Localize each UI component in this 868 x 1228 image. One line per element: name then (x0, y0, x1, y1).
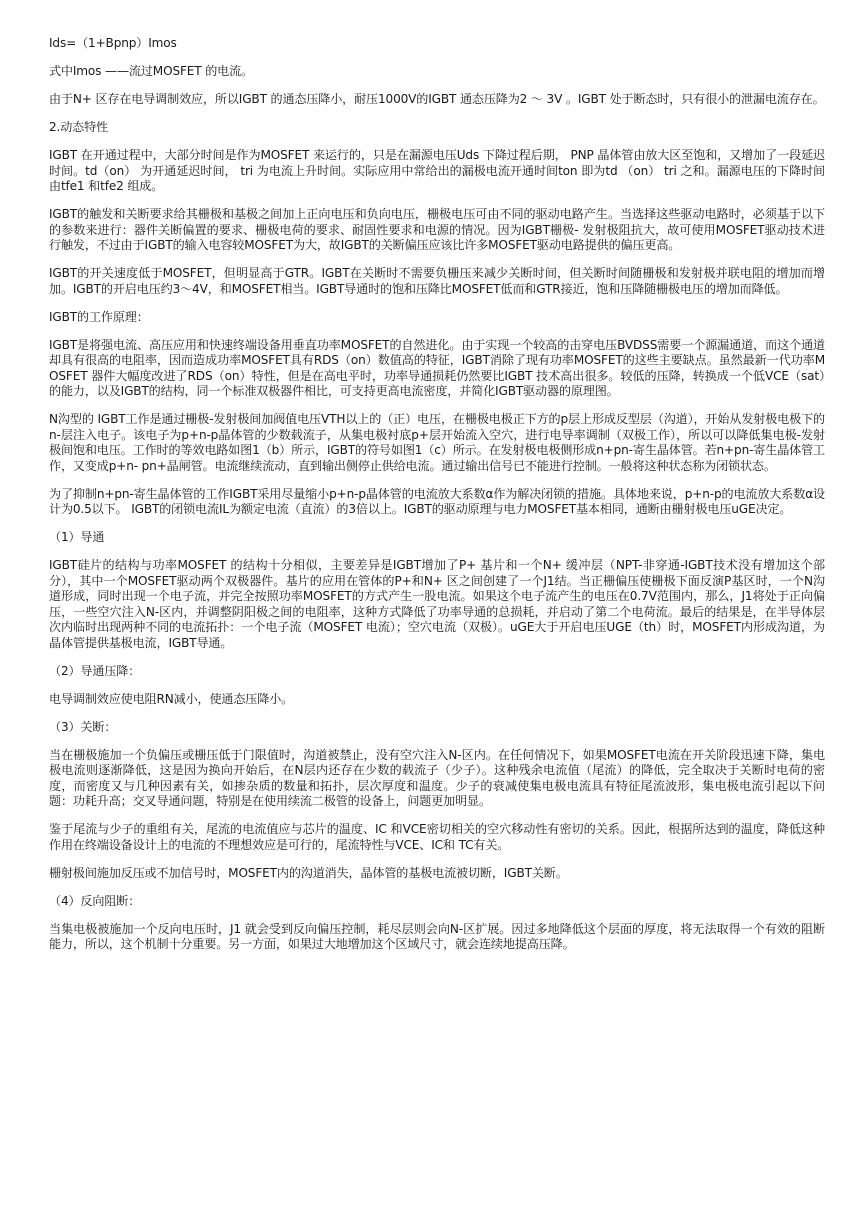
paragraph: 当在栅极施加一个负偏压或栅压低于门限值时，沟道被禁止，没有空穴注入N-区内。在任何情况下，如果MOSFET电流在开关阶段迅速下降，集电极电流则逐渐降低，这是因为换向开始后，在N层内还存在少数的载流子（少子）。这种残余电流值（尾流）的降低，完全取决于关断时电荷的密度，而密度又与几种因素有关，如掺杂质的数量和拓扑，层次厚度和温度。少子的衰减使集电极电流具有特征尾流波形，集电极电流引起以下问题：功耗升高；交叉导通问题，特别是在使用续流二极管的设备上，问题更加明显。 (49, 747, 825, 808)
formula-line: Ids=（1+Bpnp）Imos (49, 36, 177, 50)
subsection-heading: （3）关断： (49, 719, 117, 734)
paragraph: 为了抑制n+pn-寄生晶体管的工作IGBT采用尽量缩小p+n-p晶体管的电流放大系数α作为解决闭锁的措施。具体地来说，p+n-p的电流放大系数α设计为0.5以下。 IGBT的闭锁电流IL为额定电流（直流）的3倍以上。IGBT的驱动原理与电力MOSFET基本相同，通断由栅射极电压uGE决定。 (49, 486, 825, 516)
subsection-heading: （4）反向阻断： (49, 893, 141, 908)
paragraph: N沟型的 IGBT工作是通过栅极-发射极间加阀值电压VTH以上的（正）电压，在栅极电极正下方的p层上形成反型层（沟道），开始从发射极电极下的n-层注入电子。该电子为p+n-p晶体管的少数载流子，从集电极衬底p+层开始流入空穴，进行电导率调制（双极工作），所以可以降低集电极-发射极间饱和电压。工作时的等效电路如图1（b）所示，IGBT的符号如图1（c）所示。在发射极电极侧形成n+pn-寄生晶体管。若n+pn-寄生晶体管工作，又变成p+n- pn+晶闸管。电流继续流动，直到输出侧停止供给电流。通过输出信号已不能进行控制。一般将这种状态称为闭锁状态。 (49, 412, 825, 473)
paragraph: 鉴于尾流与少子的重组有关，尾流的电流值应与芯片的温度、IC 和VCE密切相关的空穴移动性有密切的关系。因此，根据所达到的温度，降低这种作用在终端设备设计上的电流的不理想效应是可行的，尾流特性与VCE、IC和 TC有关。 (49, 822, 825, 852)
subsection-heading: （1）导通 (49, 530, 105, 544)
section-heading: 2.动态特性 (49, 120, 109, 134)
paragraph: 栅射极间施加反压或不加信号时，MOSFET内的沟道消失，晶体管的基极电流被切断，IGBT关断。 (49, 865, 568, 880)
paragraph: 当集电极被施加一个反向电压时，J1 就会受到反向偏压控制，耗尽层则会向N-区扩展。因过多地降低这个层面的厚度，将无法取得一个有效的阻断能力，所以，这个机制十分重要。另一方面，如果过大地增加这个区域尺寸，就会连续地提高压降。 (49, 921, 825, 951)
paragraph: IGBT的触发和关断要求给其栅极和基极之间加上正向电压和负向电压，栅极电压可由不同的驱动电路产生。当选择这些驱动电路时，必须基于以下的参数来进行：器件关断偏置的要求、栅极电荷的要求、耐固性要求和电源的情况。因为IGBT栅极- 发射极阻抗大，故可使用MOSFET驱动技术进行触发，不过由于IGBT的输入电容较MOSFET为大，故IGBT的关断偏压应该比许多MOSFET驱动电路提供的偏压更高。 (49, 207, 825, 252)
paragraph: IGBT是将强电流、高压应用和快速终端设备用垂直功率MOSFET的自然进化。由于实现一个较高的击穿电压BVDSS需要一个源漏通道，而这个通道却具有很高的电阻率，因而造成功率MOSFET具有RDS（on）数值高的特征，IGBT消除了现有功率MOSFET的这些主要缺点。虽然最新一代功率MOSFET 器件大幅度改进了RDS（on）特性，但是在高电平时，功率导通损耗仍然要比IGBT 技术高出很多。较低的压降，转换成一个低VCE（sat）的能力，以及IGBT的结构，同一个标准双极器件相比，可支持更高电流密度，并简化IGBT驱动器的原理图。 (49, 337, 825, 398)
subsection-heading: （2）导通压降： (49, 663, 141, 678)
paragraph: 电导调制效应使电阻RN减小，使通态压降小。 (49, 691, 294, 706)
formula-note: 式中Imos ——流过MOSFET 的电流。 (49, 64, 253, 78)
paragraph: IGBT硅片的结构与功率MOSFET 的结构十分相似，主要差异是IGBT增加了P+ 基片和一个N+ 缓冲层（NPT-非穿通-IGBT技术没有增加这个部分），其中一个MOSFET驱动两个双极器件。基片的应用在管体的P+和N+ 区之间创建了一个J1结。当正栅偏压使栅极下面反演P基区时，一个N沟道形成，同时出现一个电子流，并完全按照功率MOSFET的方式产生一股电流。如果这个电子流产生的电压在0.7V范围内，那么，J1将处于正向偏压，一些空穴注入N-区内，并调整阴阳极之间的电阻率，这种方式降低了功率导通的总损耗，并启动了第二个电荷流。最后的结果是，在半导体层次内临时出现两种不同的电流拓扑：一个电子流（MOSFET 电流）；空穴电流（双极）。uGE大于开启电压UGE（th）时，MOSFET内形成沟道，为晶体管提供基极电流，IGBT导通。 (49, 558, 825, 650)
paragraph: IGBT 在开通过程中，大部分时间是作为MOSFET 来运行的，只是在漏源电压Uds 下降过程后期， PNP 晶体管由放大区至饱和，又增加了一段延迟时间。td（on） 为开通延迟时间， tri 为电流上升时间。实际应用中常给出的漏极电流开通时间ton 即为td （on） tri 之和。漏源电压的下降时间由tfe1 和tfe2 组成。 (49, 148, 825, 193)
paragraph: 由于N+ 区存在电导调制效应，所以IGBT 的通态压降小，耐压1000V的IGBT 通态压降为2 ～ 3V 。IGBT 处于断态时，只有很小的泄漏电流存在。 (49, 92, 825, 106)
section-heading: IGBT的工作原理： (49, 309, 149, 324)
document-body (49, 36, 825, 965)
paragraph: IGBT的开关速度低于MOSFET，但明显高于GTR。IGBT在关断时不需要负栅压来减少关断时间，但关断时间随栅极和发射极并联电阻的增加而增加。IGBT的开启电压约3～4V，和MOSFET相当。IGBT导通时的饱和压降比MOSFET低而和GTR接近，饱和压降随栅极电压的增加而降低。 (49, 266, 825, 296)
